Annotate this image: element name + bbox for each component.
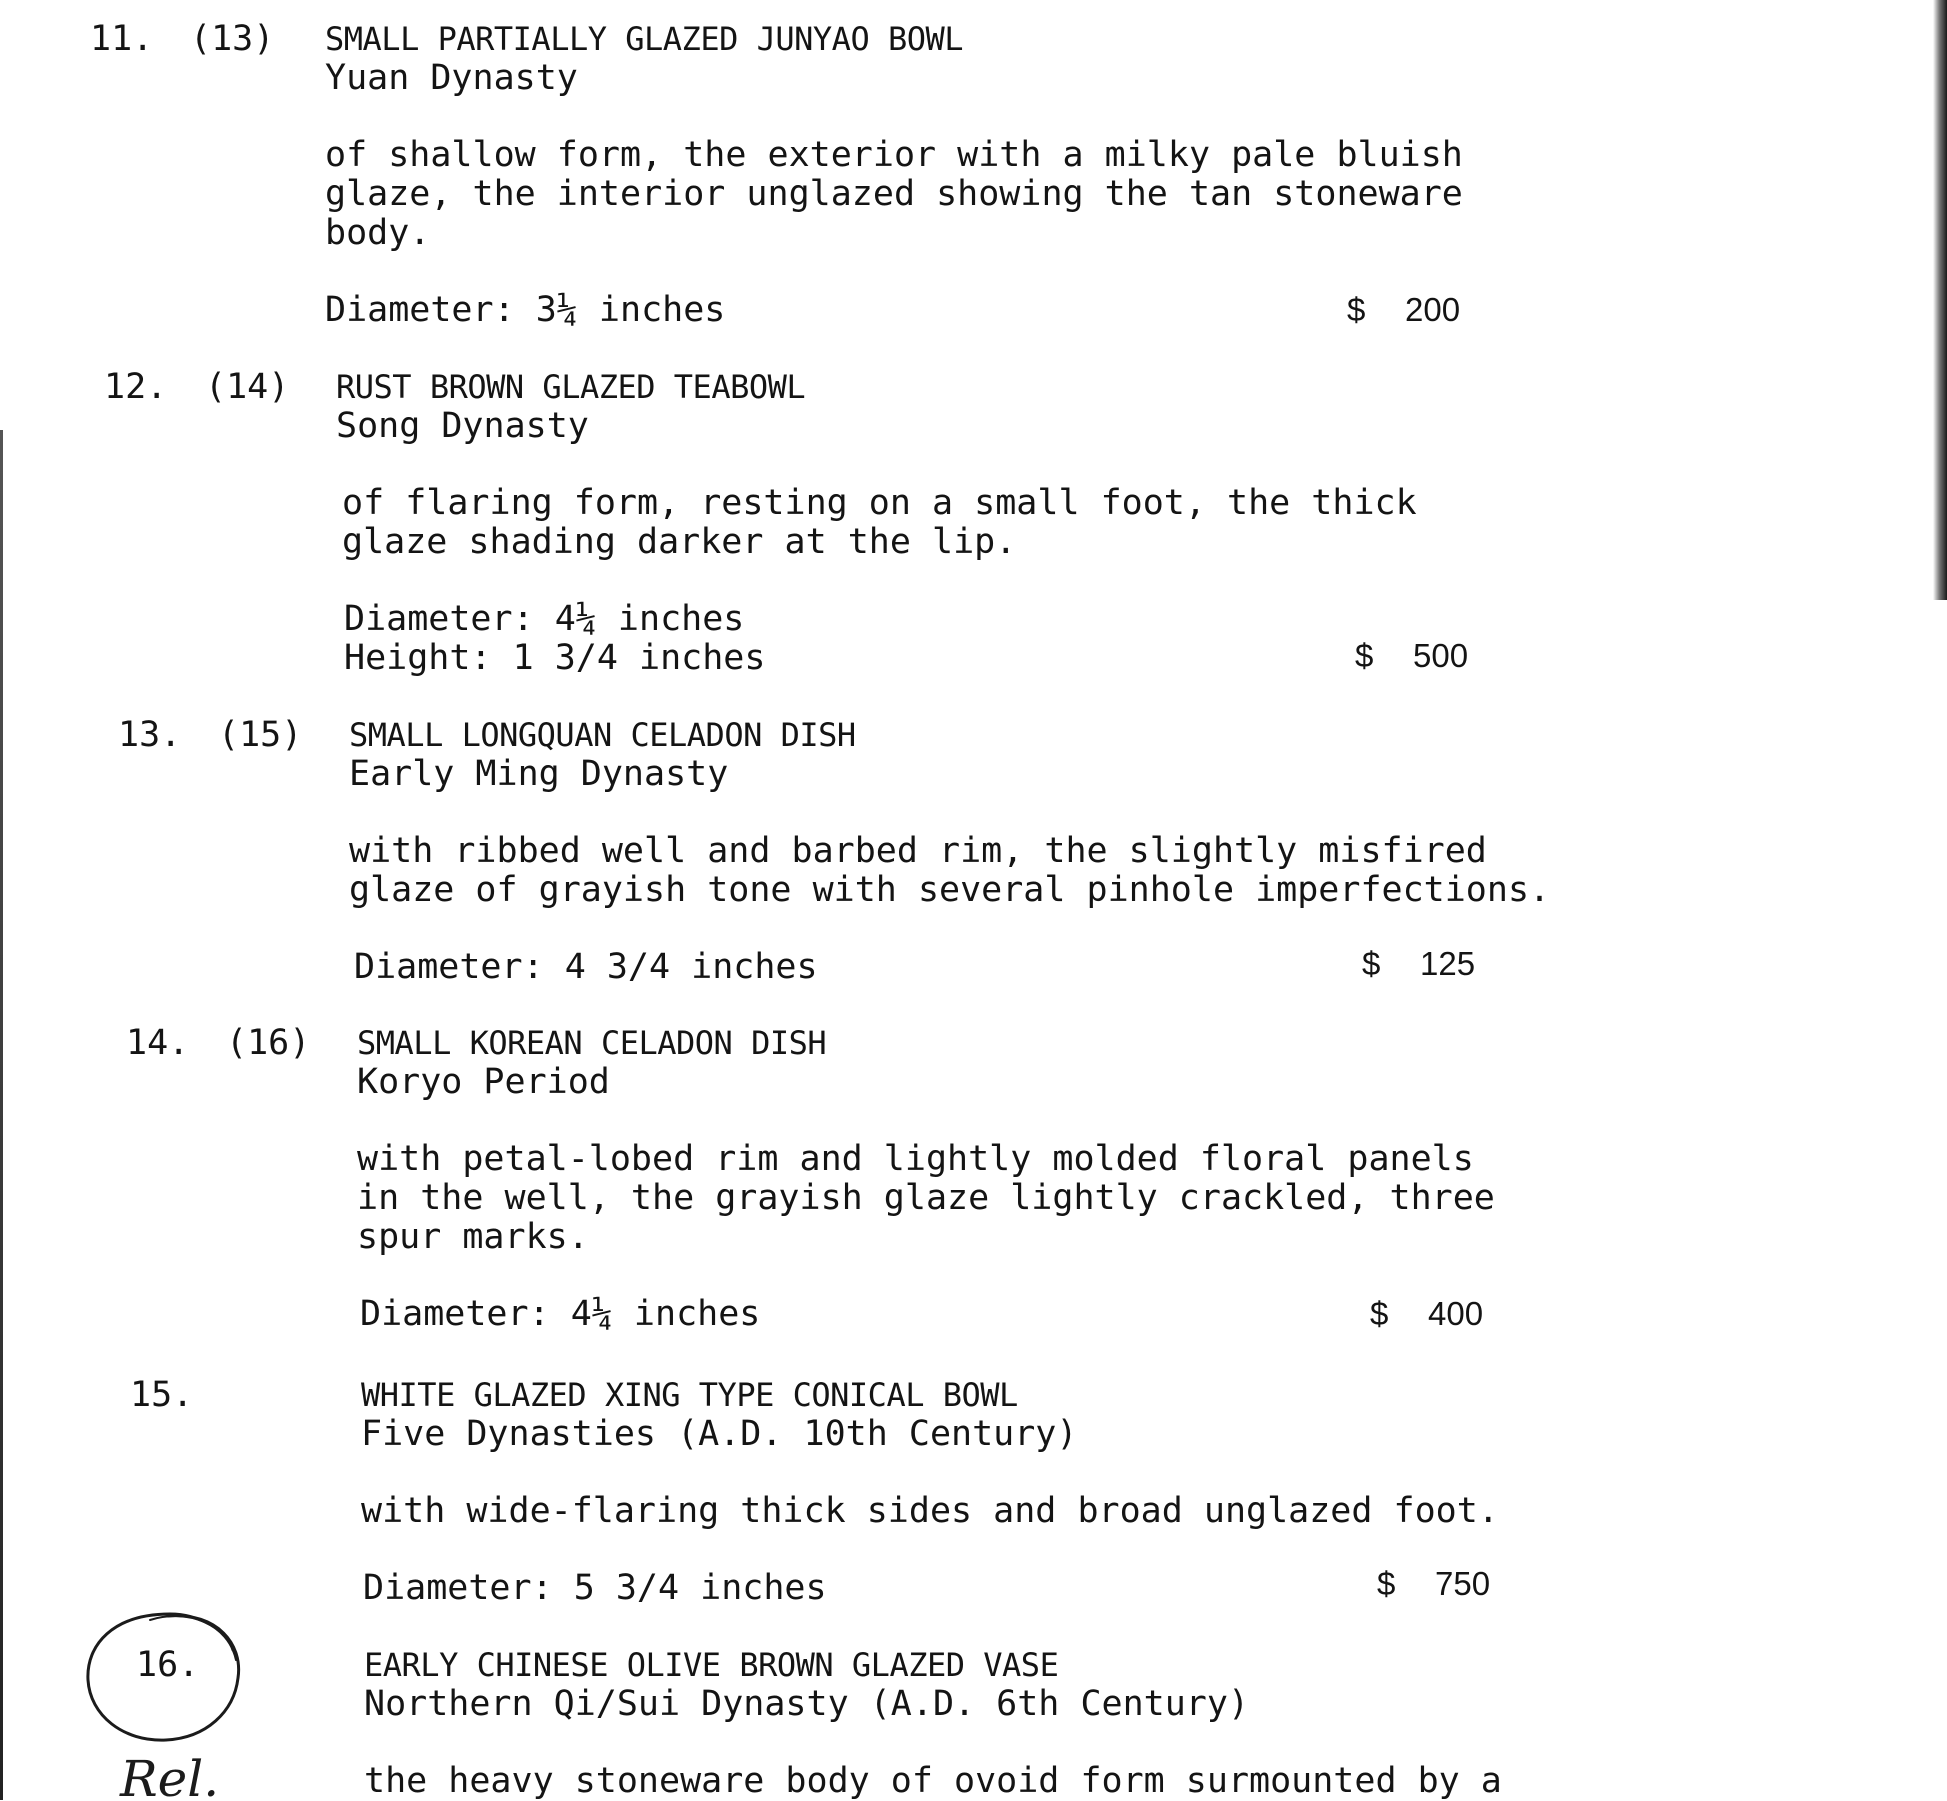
lot-reference: (13) <box>190 19 275 59</box>
lot-body <box>361 1376 1499 1608</box>
lot-title: RUST BROWN GLAZED TEABOWL <box>336 368 806 406</box>
lot-description <box>325 136 1463 253</box>
lot-description <box>342 484 1417 562</box>
lot-price <box>1355 637 1468 675</box>
price-currency: $ <box>1377 1565 1396 1602</box>
price-currency: $ <box>1370 1295 1389 1332</box>
lot-period: Koryo Period <box>357 1062 610 1102</box>
lot-number: 13. <box>118 715 182 755</box>
description-line: of shallow form, the exterior with a milky pale bluish <box>325 135 1463 175</box>
lot-period: Early Ming Dynasty <box>349 754 729 794</box>
lot-body <box>336 368 1417 678</box>
price-value: 125 <box>1420 945 1476 982</box>
lot-number: 11. <box>90 19 154 59</box>
lot-period: Northern Qi/Sui Dynasty (A.D. 6th Century) <box>364 1684 1250 1724</box>
handwritten-note: Rel. <box>120 1750 220 1800</box>
lot-title: SMALL PARTIALLY GLAZED JUNYAO BOWL <box>325 20 964 58</box>
lot-period: Yuan Dynasty <box>325 58 578 98</box>
lot-dimensions <box>344 600 1417 678</box>
lot-dimensions <box>360 1295 1495 1334</box>
price-value: 400 <box>1428 1295 1484 1332</box>
dimension-line: Height: 1 3/4 inches <box>344 638 766 678</box>
lot-description <box>361 1492 1499 1531</box>
lot-reference: (15) <box>218 715 303 755</box>
price-value: 750 <box>1435 1565 1491 1602</box>
lot-title: EARLY CHINESE OLIVE BROWN GLAZED VASE <box>364 1646 1059 1684</box>
lot-price <box>1362 945 1475 983</box>
lot-period: Five Dynasties (A.D. 10th Century) <box>361 1414 1078 1454</box>
lot-price <box>1370 1295 1483 1333</box>
price-value: 200 <box>1405 291 1461 328</box>
lot-title: SMALL LONGQUAN CELADON DISH <box>349 716 856 754</box>
description-line: body. <box>325 213 431 253</box>
lot-body <box>357 1024 1495 1334</box>
price-value: 500 <box>1413 637 1469 674</box>
scan-edge-right <box>1933 0 1947 600</box>
lot-dimensions <box>363 1569 1499 1608</box>
lot-dimensions <box>325 291 1463 330</box>
description-line: with wide-flaring thick sides and broad unglazed foot. <box>361 1491 1499 1531</box>
handwritten-circle-icon <box>78 1600 258 1800</box>
lot-number: 14. <box>126 1023 190 1063</box>
scan-edge-left <box>0 430 3 1800</box>
lot-description <box>364 1762 1502 1801</box>
lot-title: WHITE GLAZED XING TYPE CONICAL BOWL <box>361 1376 1018 1414</box>
description-line: of flaring form, resting on a small foot, the thick <box>342 483 1417 523</box>
price-currency: $ <box>1355 637 1374 674</box>
description-line: the heavy stoneware body of ovoid form surmounted by a <box>364 1761 1502 1801</box>
description-line: spur marks. <box>357 1217 589 1257</box>
description-line: glaze of grayish tone with several pinhole imperfections. <box>349 870 1551 910</box>
description-line: with ribbed well and barbed rim, the slightly misfired <box>349 831 1487 871</box>
lot-number: 15. <box>130 1375 194 1415</box>
dimension-line: Diameter: 5 3/4 inches <box>363 1568 827 1608</box>
description-line: glaze shading darker at the lip. <box>342 522 1017 562</box>
lot-description <box>357 1140 1495 1257</box>
price-currency: $ <box>1362 945 1381 982</box>
dimension-line: Diameter: 4¼ inches <box>344 599 745 639</box>
dimension-line: Diameter: 4 3/4 inches <box>354 947 818 987</box>
price-currency: $ <box>1347 291 1366 328</box>
description-line: with petal-lobed rim and lightly molded floral panels <box>357 1139 1474 1179</box>
lot-period: Song Dynasty <box>336 406 589 446</box>
lot-body <box>325 20 1463 330</box>
lot-body <box>364 1646 1502 1801</box>
dimension-line: Diameter: 3¼ inches <box>325 290 726 330</box>
lot-reference: (16) <box>226 1023 311 1063</box>
dimension-line: Diameter: 4¼ inches <box>360 1294 761 1334</box>
lot-number: 12. <box>104 367 168 407</box>
lot-title: SMALL KOREAN CELADON DISH <box>357 1024 827 1062</box>
lot-price <box>1347 291 1460 329</box>
lot-price <box>1377 1565 1490 1603</box>
lot-description <box>349 832 1550 910</box>
lot-reference: (14) <box>205 367 290 407</box>
description-line: in the well, the grayish glaze lightly crackled, three <box>357 1178 1495 1218</box>
description-line: glaze, the interior unglazed showing the tan stoneware <box>325 174 1463 214</box>
lot-number: 16. <box>136 1645 200 1685</box>
